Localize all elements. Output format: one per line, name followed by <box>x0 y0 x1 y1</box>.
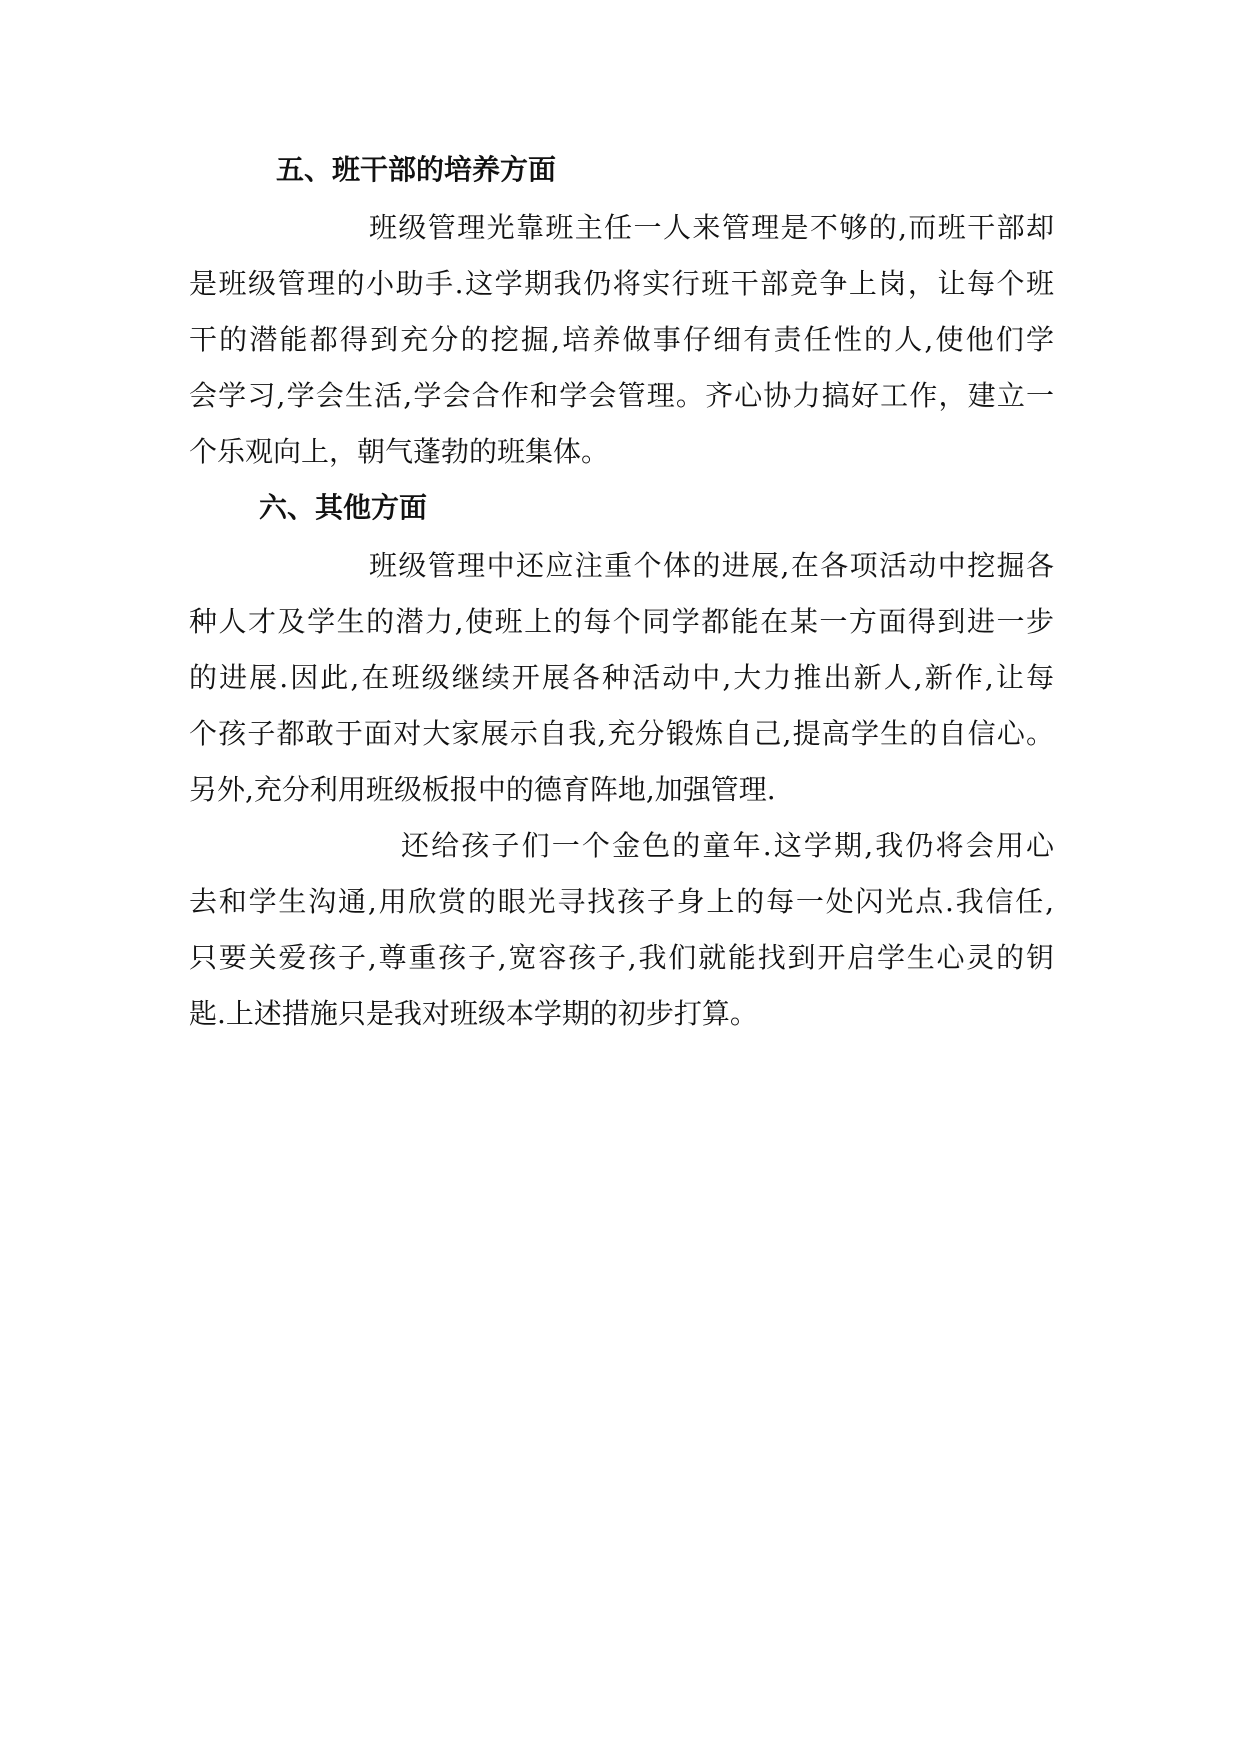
paragraph-closing <box>189 818 1054 1042</box>
text-line: 另外,充分利用班级板报中的德育阵地,加强管理. <box>189 773 776 806</box>
text-line: 班级管理中还应注重个体的进展,在各项活动中挖掘各 <box>369 549 1054 582</box>
section-heading-class-cadres: 五、班干部的培养方面 <box>276 153 557 186</box>
text-line: 个孩子都敢于面对大家展示自我,充分锻炼自己,提高学生的自信心。 <box>189 717 1054 750</box>
paragraph-class-cadres <box>189 200 1054 480</box>
text-line: 种人才及学生的潜力,使班上的每个同学都能在某一方面得到进一步 <box>189 605 1054 638</box>
text-line: 个乐观向上，朝气蓬勃的班集体。 <box>189 435 610 468</box>
paragraph-other-aspects <box>189 538 1054 818</box>
text-line: 只要关爱孩子,尊重孩子,宽容孩子,我们就能找到开启学生心灵的钥 <box>189 941 1054 974</box>
text-line: 干的潜能都得到充分的挖掘,培养做事仔细有责任性的人,使他们学 <box>189 323 1054 356</box>
text-line: 匙.上述措施只是我对班级本学期的初步打算。 <box>189 997 758 1030</box>
text-line: 的进展.因此,在班级继续开展各种活动中,大力推出新人,新作,让每 <box>189 661 1054 694</box>
text-line: 去和学生沟通,用欣赏的眼光寻找孩子身上的每一处闪光点.我信任, <box>189 885 1054 918</box>
text-line: 是班级管理的小助手.这学期我仍将实行班干部竞争上岗，让每个班 <box>189 267 1054 300</box>
section-heading-other-aspects: 六、其他方面 <box>259 491 428 524</box>
text-line: 会学习,学会生活,学会合作和学会管理。齐心协力搞好工作，建立一 <box>189 379 1054 412</box>
text-line: 班级管理光靠班主任一人来管理是不够的,而班干部却 <box>369 211 1054 244</box>
text-line: 还给孩子们一个金色的童年.这学期,我仍将会用心 <box>401 829 1054 862</box>
